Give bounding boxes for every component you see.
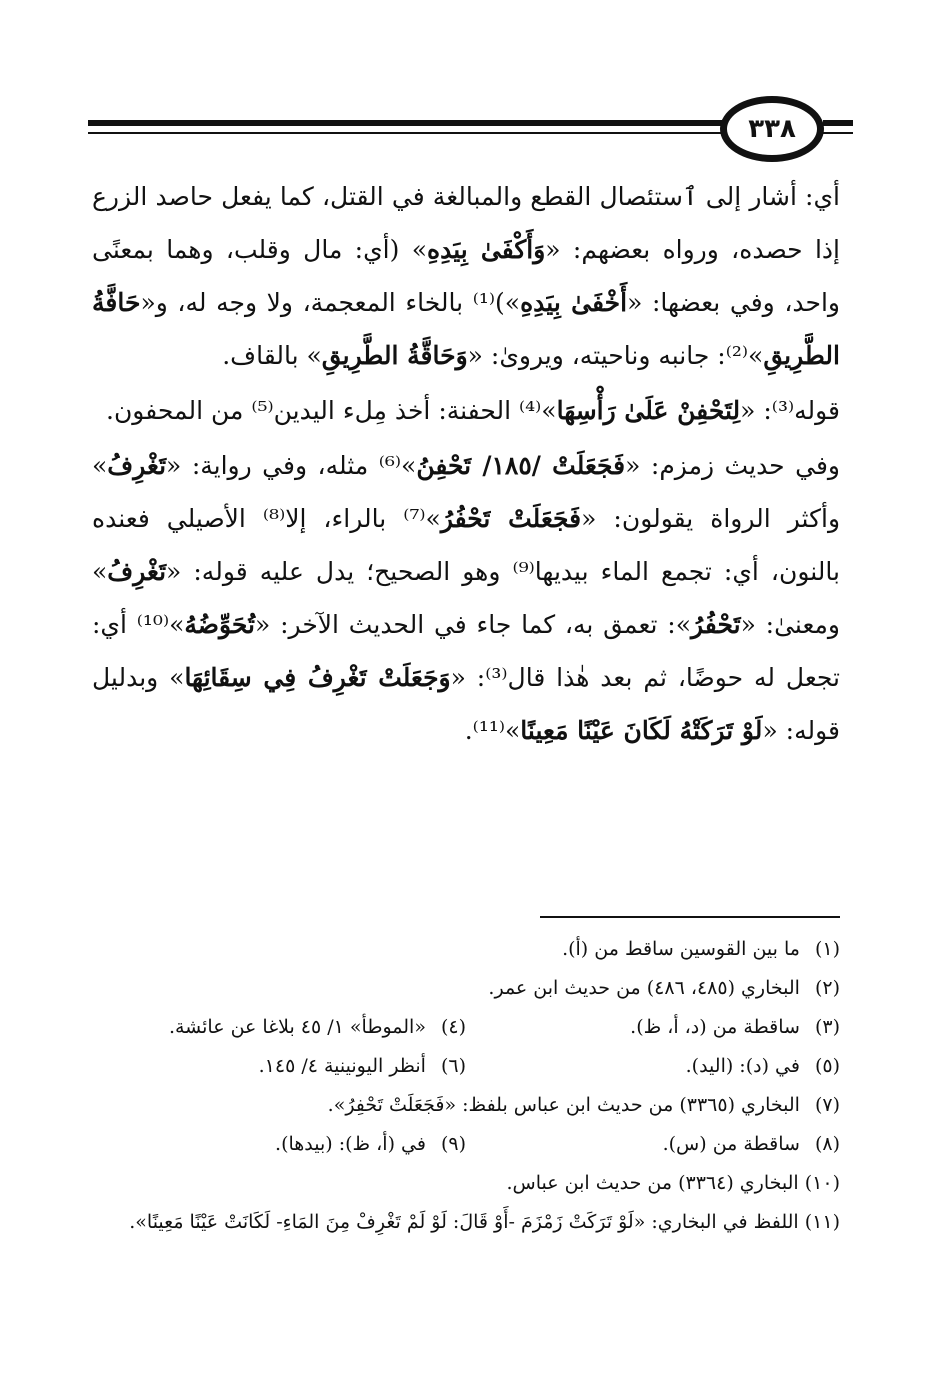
footnote-text: في (أ، ظ): (بيدها). [275,1133,432,1155]
text-run: قوله⁽³⁾: « [740,396,840,425]
footnote-text: أنظر اليونينية ٤/ ١٤٥. [258,1055,432,1077]
hadith-quote: فَجَعَلَتْ /١٨٥/ تَحْفِنُ [416,451,626,480]
paragraph-p2 [92,384,840,437]
hadith-quote: تَغْرِفُ [107,451,167,480]
hadith-quote: أَخْفَىٰ بِيَدِهِ [520,288,628,317]
footnote-number: (١) [814,938,840,960]
paragraph-p3 [92,439,840,757]
footnote-number: (٣) [814,1016,840,1038]
footnote-number: (٩) [440,1133,466,1155]
footnote [92,1086,840,1125]
footnotes [92,930,840,1242]
footnote-row [92,969,840,1008]
footnote-row [92,1125,840,1164]
hadith-quote: لِتَحْفِنْ عَلَىٰ رَأْسِهَا [556,396,741,425]
text-run: »⁽²⁾: جانبه وناحيته، ويروىٰ: « [467,341,764,370]
footnote-row [92,1008,840,1047]
footnote-number: (٥) [814,1055,840,1077]
hadith-quote: لَوْ تَرَكَتْهُ لَكَانَ عَيْنًا مَعِينًا [520,716,763,745]
footnote-text: ما بين القوسين ساقط من (أ). [562,938,806,960]
footnote-row [92,1086,840,1125]
text-run: »⁽¹¹⁾. [464,716,521,745]
page-header [88,96,848,166]
footnote-row [92,1164,840,1203]
footnote-text: «الموطأ» ١/ ٤٥ بلاغا عن عائشة. [168,1016,432,1038]
footnote [92,1008,466,1047]
hadith-quote: فَجَعَلَتْ تَحْفُرُ [440,504,582,533]
hadith-quote: تَحْفُرُ [691,610,741,639]
hadith-quote: وَحَاقَّةُ الطَّرِيقِ [321,341,468,370]
footnote-number: (٦) [440,1055,466,1077]
hadith-quote: تَغْرِفُ [107,557,167,586]
text-run: » وبدليل قوله: « [92,663,840,745]
text-run: »⁽⁷⁾ بالراء، إلا⁽⁸⁾ الأصيلي فعنده بالنون، أي: تجمع الماء بيديها⁽⁹⁾ وهو الصحيح؛ يدل عليه قوله: « [92,504,840,586]
footnote-text: ساقطة من (د، أ، ظ). [630,1016,806,1038]
page-number: ٣٣٨ [748,114,796,144]
text-run: أي: أشار إلى ٱستئصال القطع والمبالغة في القتل، كما يفعل حاصد الزرع إذا حصده، ورواه بعضهم: « [92,182,840,264]
text-run: »⁽⁴⁾ الحفنة: أخذ مِلء اليدين⁽⁵⁾ من المحفون. [106,396,557,425]
footnote-number: (١١) [804,1211,840,1233]
footnote-number: (٤) [440,1016,466,1038]
hadith-quote: وَجَعَلَتْ تَغْرِفُ فِي سِقَائِهَا [184,663,451,692]
footnote [92,1164,840,1203]
text-run: » ومعنىٰ: « [92,557,840,639]
main-text [92,170,840,759]
footnote-text: البخاري (٤٨٥، ٤٨٦) من حديث ابن عمر. [488,977,806,999]
header-rule-thick [88,120,728,126]
footnote-text: البخاري (٣٣٦٤) من حديث ابن عباس. [506,1172,805,1194]
text-run: »: تعمق به، كما جاء في الحديث الآخر: « [255,610,692,639]
page-number-medallion [720,96,824,162]
header-rule-thin [88,132,728,134]
hadith-quote: وَأَكْفَىٰ بِيَدِهِ [427,235,546,264]
footnote [92,1047,466,1086]
footnote-text: في (د): (اليد). [685,1055,806,1077]
hadith-quote: حَافَّةُ الطَّرِيقِ [92,288,840,370]
footnote-separator [540,916,840,918]
footnote [466,1047,840,1086]
text-run: » بالقاف. [222,341,322,370]
footnote-number: (٨) [814,1133,840,1155]
footnote-row [92,1047,840,1086]
footnote-number: (٧) [814,1094,840,1116]
footnote [92,930,840,969]
footnote-row [92,1203,840,1242]
text-run: »)⁽¹⁾ بالخاء المعجمة، ولا وجه له، و« [140,288,521,317]
text-run: » (أي: مال وقلب، وهما بمعنًى واحد، وفي بعضها: « [92,235,840,317]
text-run: »⁽⁶⁾ مثله، وفي رواية: « [166,451,417,480]
hadith-quote: تُحَوِّضُهُ [184,610,256,639]
text-run: » وأكثر الرواة يقولون: « [92,451,841,533]
footnote-text: البخاري (٣٣٦٥) من حديث ابن عباس بلفظ: «فَجَعَلَتْ تَحْفِرُ». [327,1094,806,1116]
footnote-row [92,930,840,969]
footnote [92,1125,466,1164]
footnote [466,1008,840,1047]
text-run: وفي حديث زمزم: « [625,451,840,480]
footnote-number: (١٠) [804,1172,840,1194]
text-run: »⁽¹⁰⁾ أي: تجعل له حوضًا، ثم بعد هٰذا قال⁽³⁾: « [92,610,840,692]
footnote [92,969,840,1008]
paragraph-p1 [92,170,840,382]
footnote-text: اللفظ في البخاري: «لَوْ تَرَكَتْ زَمْزَمَ -أَوْ قَالَ: لَوْ لَمْ تَغْرِفْ مِنَ المَاءِ- لَكَانَتْ عَيْنًا مَعِينًا». [129,1211,805,1233]
header-rule-right-thick [823,120,853,126]
footnote-number: (٢) [814,977,840,999]
header-rule-right-thin [823,132,853,134]
footnote [92,1203,840,1242]
footnote [466,1125,840,1164]
footnote-text: ساقطة من (س). [662,1133,806,1155]
